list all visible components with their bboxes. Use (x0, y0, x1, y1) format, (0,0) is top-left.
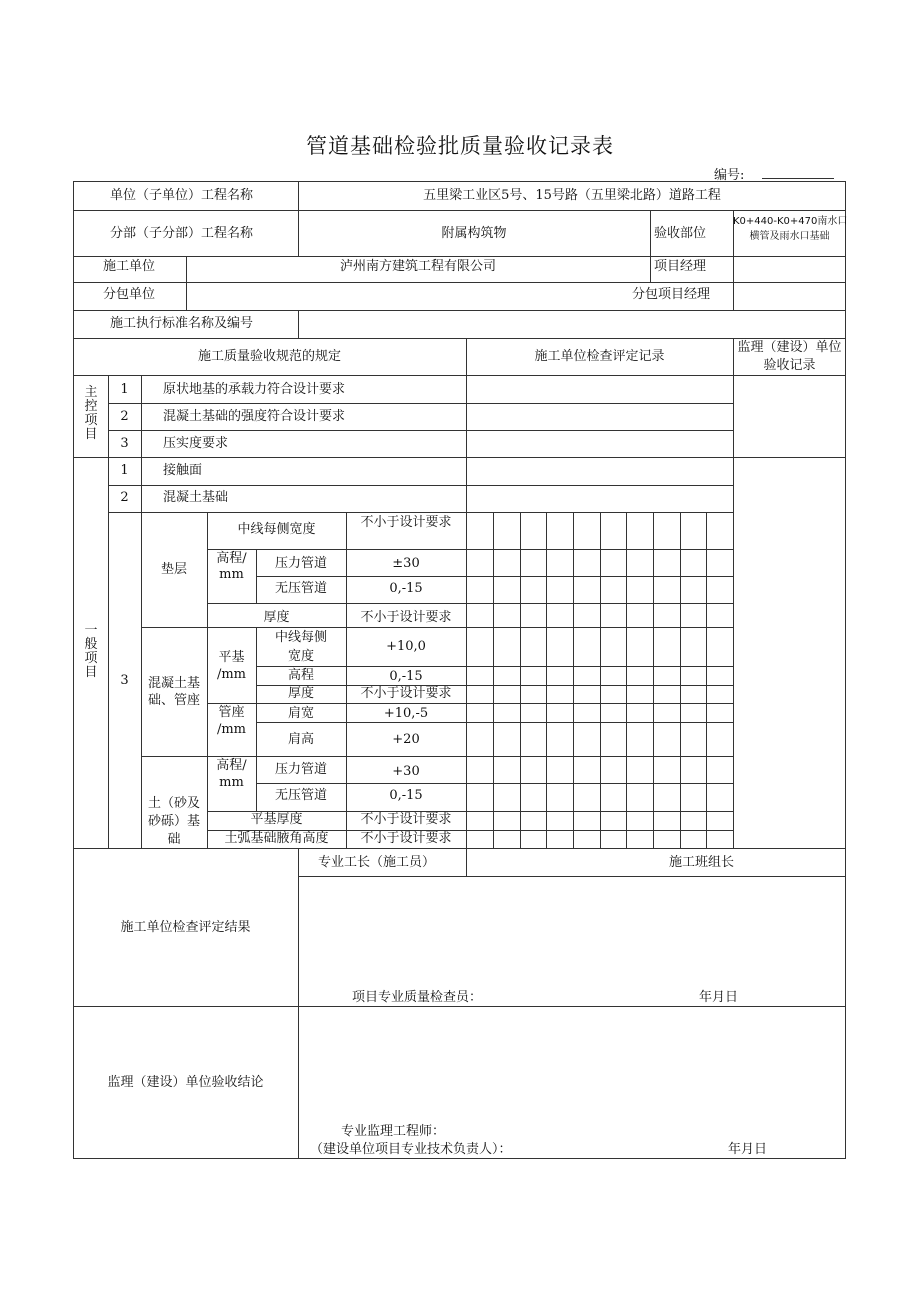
supervisor-result-label: 监理（建设）单位验收结论 (107, 1075, 264, 1090)
division-value[interactable]: 附属构筑物 (441, 226, 507, 241)
soil-gravity-pipe-value: 0,-15 (389, 788, 423, 803)
division-label: 分部（子分部）工程名称 (110, 226, 254, 241)
concrete-shoulder-height-label: 肩高 (287, 732, 314, 747)
foreman-label: 专业工长（施工员） (318, 855, 436, 870)
concrete-name-1: 混凝土基 (147, 676, 200, 691)
acceptance-part-value-2[interactable]: 横管及雨水口基础 (749, 231, 830, 242)
concrete-name-2: 础、管座 (147, 693, 200, 708)
soil-arc-height-value: 不小于设计要求 (360, 831, 452, 846)
subcontractor-label: 分包单位 (103, 287, 156, 302)
soil-pressure-pipe-label: 压力管道 (274, 762, 327, 777)
concrete-shoulder-width-label: 肩宽 (287, 706, 314, 721)
acceptance-part-value-1[interactable]: K0+440-K0+470南水口 (733, 216, 848, 227)
concrete-thickness-label: 厚度 (287, 686, 314, 701)
cushion-elevation-label-2: mm (219, 567, 244, 582)
inspector-label: 项目专业质量检查员： (352, 990, 483, 1005)
unit-project-value[interactable]: 五里梁工业区5号、15号路（五里梁北路）道路工程 (423, 188, 721, 203)
contractor-result-label: 施工单位检查评定结果 (120, 920, 251, 935)
cushion-thickness-value: 不小于设计要求 (360, 610, 452, 625)
unit-project-label: 单位（子单位）工程名称 (110, 188, 254, 203)
cushion-gravity-pipe-label: 无压管道 (274, 581, 327, 596)
soil-name-2: 砂砾）基 (147, 814, 200, 829)
contractor-value[interactable]: 泸州南方建筑工程有限公司 (339, 259, 496, 274)
concrete-seat-label-2: /mm (216, 722, 247, 737)
cushion-name: 垫层 (160, 562, 187, 577)
concrete-elevation-label: 高程 (287, 668, 314, 683)
supervisor-column-header-2: 验收记录 (763, 358, 816, 373)
doc-number-label: 编号: (714, 168, 745, 183)
page-title: 管道基础检验批质量验收记录表 (306, 134, 614, 158)
contractor-label: 施工单位 (103, 259, 156, 274)
concrete-shoulder-width-value: +10,-5 (383, 706, 429, 721)
soil-flat-thickness-label: 平基厚度 (250, 812, 303, 827)
spec-column-header: 施工质量验收规范的规定 (197, 349, 341, 364)
general-item-number: 2 (120, 490, 129, 505)
soil-arc-height-label: 土弧基础腋角高度 (224, 831, 329, 846)
cushion-thickness-label: 厚度 (263, 610, 290, 625)
main-item-number: 2 (120, 409, 129, 424)
soil-flat-thickness-value: 不小于设计要求 (360, 812, 452, 827)
cushion-gravity-pipe-value: 0,-15 (389, 581, 423, 596)
soil-name-3: 础 (167, 832, 181, 847)
general-item-text: 混凝土基础 (163, 490, 229, 505)
contractor-check-column-header: 施工单位检查评定记录 (534, 349, 665, 364)
main-item-number: 1 (120, 382, 129, 397)
concrete-centerline-label-2: 宽度 (287, 649, 314, 664)
general-item-number: 3 (120, 673, 129, 688)
cushion-elevation-label-1: 高程/ (216, 551, 247, 566)
main-item-text: 压实度要求 (163, 436, 229, 451)
team-leader-label: 施工班组长 (669, 855, 735, 870)
main-item-number: 3 (120, 436, 129, 451)
supervisor-column-header-1: 监理（建设）单位 (737, 340, 842, 355)
cushion-pressure-pipe-value: ±30 (392, 556, 420, 571)
concrete-flat-label-2: /mm (216, 667, 247, 682)
soil-gravity-pipe-label: 无压管道 (274, 788, 327, 803)
cushion-centerline-label: 中线每侧宽度 (237, 522, 316, 537)
general-item-number: 1 (120, 463, 129, 478)
general-item-text: 接触面 (163, 463, 203, 478)
concrete-thickness-value: 不小于设计要求 (360, 686, 452, 701)
main-item-text: 原状地基的承载力符合设计要求 (163, 382, 346, 397)
concrete-seat-label-1: 管座 (218, 705, 245, 720)
concrete-shoulder-height-value: +20 (392, 732, 420, 747)
general-items-label: 一般项目 (84, 623, 98, 680)
supervisor-engineer-label: 专业监理工程师： (341, 1124, 446, 1139)
concrete-centerline-label-1: 中线每侧 (274, 630, 327, 645)
sub-pm-label: 分包项目经理 (632, 287, 711, 302)
concrete-elevation-value: 0,-15 (389, 669, 423, 684)
owner-tech-lead-label: （建设单位项目专业技术负责人）： (310, 1142, 512, 1157)
supervisor-date-label: 年月日 (728, 1142, 768, 1157)
contractor-date-label: 年月日 (699, 990, 739, 1005)
cushion-pressure-pipe-label: 压力管道 (274, 556, 327, 571)
main-items-label: 主控项目 (84, 385, 98, 442)
acceptance-part-label: 验收部位 (654, 226, 707, 241)
concrete-flat-label-1: 平基 (218, 650, 245, 665)
main-item-text: 混凝土基础的强度符合设计要求 (163, 409, 346, 424)
pm-label: 项目经理 (654, 259, 707, 274)
cushion-centerline-value: 不小于设计要求 (360, 515, 452, 530)
soil-pressure-pipe-value: +30 (392, 764, 420, 779)
soil-name-1: 土（砂及 (147, 796, 200, 811)
soil-elevation-label-2: mm (219, 775, 244, 790)
concrete-centerline-value: +10,0 (386, 639, 426, 654)
soil-elevation-label-1: 高程/ (216, 758, 247, 773)
standard-label: 施工执行标准名称及编号 (110, 316, 254, 331)
